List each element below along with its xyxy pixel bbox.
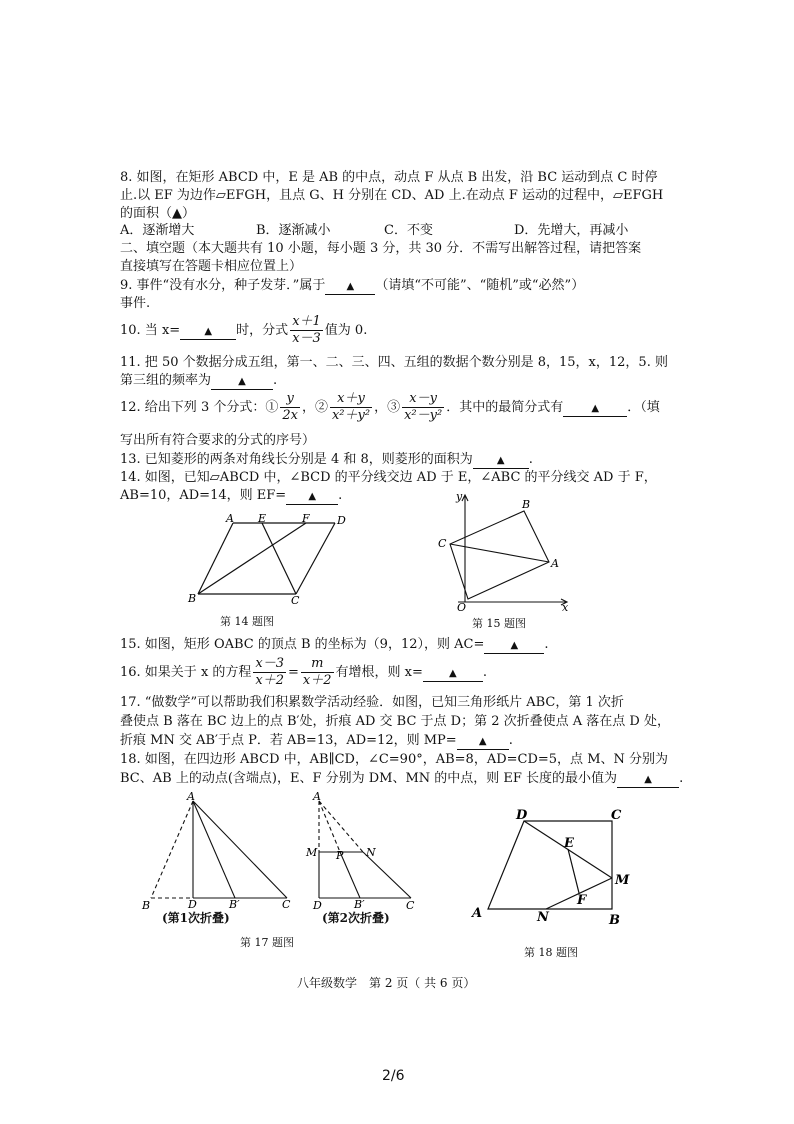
fig17a-segment-ab-prime <box>193 801 235 898</box>
q11-line2 <box>120 372 277 390</box>
q12-f1-numerator: y <box>280 391 300 408</box>
fig15-label-b: B <box>522 498 531 511</box>
q12-f1-denominator: 2x <box>282 408 298 423</box>
fig17a-label-a: A <box>187 790 195 803</box>
fig15-label-o: O <box>457 601 467 614</box>
fig14-caption: 第 14 题图 <box>220 615 274 628</box>
fig15-label-c: C <box>438 537 447 550</box>
q12-line1 <box>120 391 660 424</box>
fig14-side-ab <box>198 523 233 594</box>
fig15-label-y: y <box>456 490 463 503</box>
q8-option-d: D．先增大，再减小 <box>514 223 629 238</box>
q18-post: . <box>679 771 684 786</box>
fig17b-label-d: D <box>313 899 322 912</box>
fig14-label-f: F <box>302 512 310 525</box>
q17-post: . <box>508 733 513 748</box>
q12-line2: 写出所有符合要求的分式的序号） <box>120 433 316 448</box>
q8-option-b: B．逐渐减小 <box>256 223 331 238</box>
fig17b-label-n: N <box>366 846 376 859</box>
page-indicator: 2/6 <box>382 1068 405 1084</box>
fig18-label-a: A <box>472 906 483 921</box>
figure-17-fold-2 <box>300 790 420 920</box>
fig15-label-a: A <box>551 557 559 570</box>
q16-mid: 有增根，则 x= <box>335 665 423 680</box>
fig18-label-b: B <box>609 913 620 928</box>
q11-pre: 第三组的频率为 <box>120 373 212 388</box>
q12-f2-numerator: x＋y <box>330 391 372 408</box>
page-footer: 八年级数学 第 2 页（ 共 6 页） <box>297 976 476 990</box>
q12-fraction-2 <box>330 391 372 424</box>
fig17-caption: 第 17 题图 <box>240 936 294 949</box>
fig14-bisector-bf <box>198 523 306 594</box>
q12-answer-blank: ▲ <box>563 402 627 417</box>
q18-answer-blank: ▲ <box>617 773 679 788</box>
q9-pre: 9. 事件“没有水分，种子发芽．”属于 <box>120 278 326 293</box>
figure-18 <box>460 800 630 930</box>
fig14-label-e: E <box>258 512 267 525</box>
q9-answer-blank: ▲ <box>325 280 375 295</box>
fig18-label-d: D <box>516 808 528 823</box>
fig17b-label-a: A <box>313 790 321 803</box>
q13-line <box>120 451 533 469</box>
q16-fraction-2 <box>301 656 334 689</box>
fig18-label-f: F <box>577 893 587 908</box>
q9-line2: 事件. <box>120 296 151 311</box>
q10-denominator: x－3 <box>292 331 321 346</box>
q8-line3: 的面积（▲） <box>120 206 195 221</box>
q14-line2 <box>120 487 342 505</box>
fig17-subcaption-1: (第1次折叠) <box>162 911 230 925</box>
fig14-label-d: D <box>337 514 346 527</box>
q16-fraction-1 <box>253 656 286 689</box>
fig17a-label-b: B <box>142 899 151 912</box>
q8-option-a: A．逐渐增大 <box>120 223 195 238</box>
q10-line <box>120 314 367 347</box>
fig14-bisector-ce <box>262 523 296 594</box>
q12-fraction-3 <box>402 391 444 424</box>
fig14-label-c: C <box>291 594 300 607</box>
q12-post: ．（填 <box>627 400 660 415</box>
q14-post: . <box>338 488 343 503</box>
q16-line <box>120 656 487 689</box>
q9-post: （请填“不可能”、“随机”或“必然”） <box>375 278 585 293</box>
q12-f3-numerator: x－y <box>402 391 444 408</box>
q10-fraction <box>290 314 323 347</box>
fig17a-label-c: C <box>282 898 291 911</box>
q12-sep2: ，② <box>301 400 328 415</box>
q11-line1: 11. 把 50 个数据分成五组，第一、二、三、四、五组的数据个数分别是 8，15，x，12，5. 则 <box>120 355 668 370</box>
q18-line1: 18. 如图，在四边形 ABCD 中，AB∥CD，∠C=90°，AB=8，AD=CD=5，点 M、N 分别为 <box>120 752 669 767</box>
q12-f2-denominator: x²＋y² <box>331 408 371 423</box>
q17-line3 <box>120 732 513 750</box>
q16-equals: = <box>288 665 299 680</box>
fig17a-label-b-prime: B′ <box>229 898 240 911</box>
figure-14 <box>180 512 360 607</box>
q13-post: . <box>528 452 533 467</box>
fig14-side-cd <box>296 523 335 594</box>
fig17-subcaption-2: (第2次折叠) <box>322 911 390 925</box>
q9-line1 <box>120 277 584 295</box>
q12-sep3: ，③ <box>374 400 401 415</box>
fig18-quadrilateral-abcd <box>488 821 612 909</box>
q14-pre: AB=10，AD=14，则 EF= <box>120 488 287 503</box>
q10-pre: 10. 当 x= <box>120 323 181 338</box>
q15-post: . <box>544 637 549 652</box>
q17-pre: 折痕 MN 交 AB′于点 P．若 AB=13，AD=12，则 MP= <box>120 733 457 748</box>
q8-option-c: C．不变 <box>384 223 433 238</box>
fig18-label-n: N <box>537 910 549 925</box>
q14-line1: 14. 如图，已知▱ABCD 中，∠BCD 的平分线交边 AD 于 E，∠ABC 的平分线交 AD 于 F， <box>120 470 657 485</box>
q12-f3-denominator: x²－y² <box>404 408 443 423</box>
q8-line1: 8. 如图，在矩形 ABCD 中，E 是 AB 的中点，动点 F 从点 B 出发，沿 BC 运动到点 C 时停 <box>120 170 658 185</box>
fig17a-label-d: D <box>188 898 197 911</box>
fig17b-label-m: M <box>306 846 318 859</box>
fig17b-ap-dashed <box>319 801 340 852</box>
fig17b-label-p: P <box>336 849 344 862</box>
q13-pre: 13. 已知菱形的两条对角线长分别是 4 和 8，则菱形的面积为 <box>120 452 473 467</box>
q17-line1: 17. “做数学”可以帮助我们积累数学活动经验．如图，已知三角形纸片 ABC，第 1 次折 <box>120 695 624 710</box>
q16-answer-blank: ▲ <box>423 667 483 682</box>
q8-line2: 止.以 EF 为边作▱EFGH，且点 G、H 分别在 CD、AD 上.在动点 F 运动的过程中，▱EFGH <box>120 188 664 203</box>
q10-post: 值为 0. <box>324 323 368 338</box>
section2-line2: 直接填写在答题卡相应位置上） <box>120 259 303 274</box>
fig15-caption: 第 15 题图 <box>472 617 526 630</box>
q17-answer-blank: ▲ <box>457 735 509 750</box>
fig17b-an-dashed <box>319 801 363 852</box>
q16-post: . <box>482 665 488 680</box>
q16-f1-denominator: x＋2 <box>255 673 285 688</box>
q11-post: . <box>273 373 278 388</box>
q14-answer-blank: ▲ <box>286 490 338 505</box>
fig18-caption: 第 18 题图 <box>524 946 578 959</box>
q17-line2: 叠使点 B 落在 BC 边上的点 B′处，折痕 AD 交 BC 于点 D；第 2 次折叠使点 A 落在点 D 处， <box>120 714 670 729</box>
q16-f2-denominator: x＋2 <box>302 673 332 688</box>
fig17a-side-ab-dashed <box>151 801 193 898</box>
figure-15 <box>432 490 582 612</box>
q11-answer-blank: ▲ <box>211 375 273 390</box>
fig17a-side-ac <box>193 801 287 898</box>
q16-f2-numerator: m <box>301 656 334 673</box>
fig14-label-b: B <box>188 592 197 605</box>
q18-pre: BC、AB 上的动点(含端点)，E、F 分别为 DM、MN 的中点，则 EF 长度的最小值为 <box>120 771 618 786</box>
fig17b-label-c: C <box>406 899 415 912</box>
q10-mid: 时，分式 <box>236 323 289 338</box>
q16-f1-numerator: x－3 <box>255 656 285 671</box>
q10-answer-blank: ▲ <box>180 325 236 340</box>
q13-answer-blank: ▲ <box>473 454 529 469</box>
q12-pre: 12. 给出下列 3 个分式：① <box>120 400 279 415</box>
q12-mid: ．其中的最简分式有 <box>446 400 564 415</box>
fig18-label-c: C <box>611 808 622 823</box>
section2-line1: 二、填空题（本大题共有 10 小题，每小题 3 分，共 30 分．不需写出解答过程，请把答案 <box>120 241 642 256</box>
q15-answer-blank: ▲ <box>484 639 544 654</box>
fig18-label-m: M <box>615 873 630 888</box>
q10-numerator: x＋1 <box>292 314 321 329</box>
fig15-label-x: x <box>562 601 569 614</box>
q16-pre: 16. 如果关于 x 的方程 <box>120 665 252 680</box>
q18-line2 <box>120 770 683 788</box>
fig17b-label-b-prime: B′ <box>354 898 365 911</box>
fig14-label-a: A <box>226 512 234 525</box>
figure-17-fold-1 <box>140 790 300 920</box>
q15-line <box>120 636 549 654</box>
q12-fraction-1 <box>280 391 300 424</box>
q15-pre: 15. 如图，矩形 OABC 的顶点 B 的坐标为（9，12），则 AC= <box>120 637 485 652</box>
fig18-label-e: E <box>564 836 574 851</box>
